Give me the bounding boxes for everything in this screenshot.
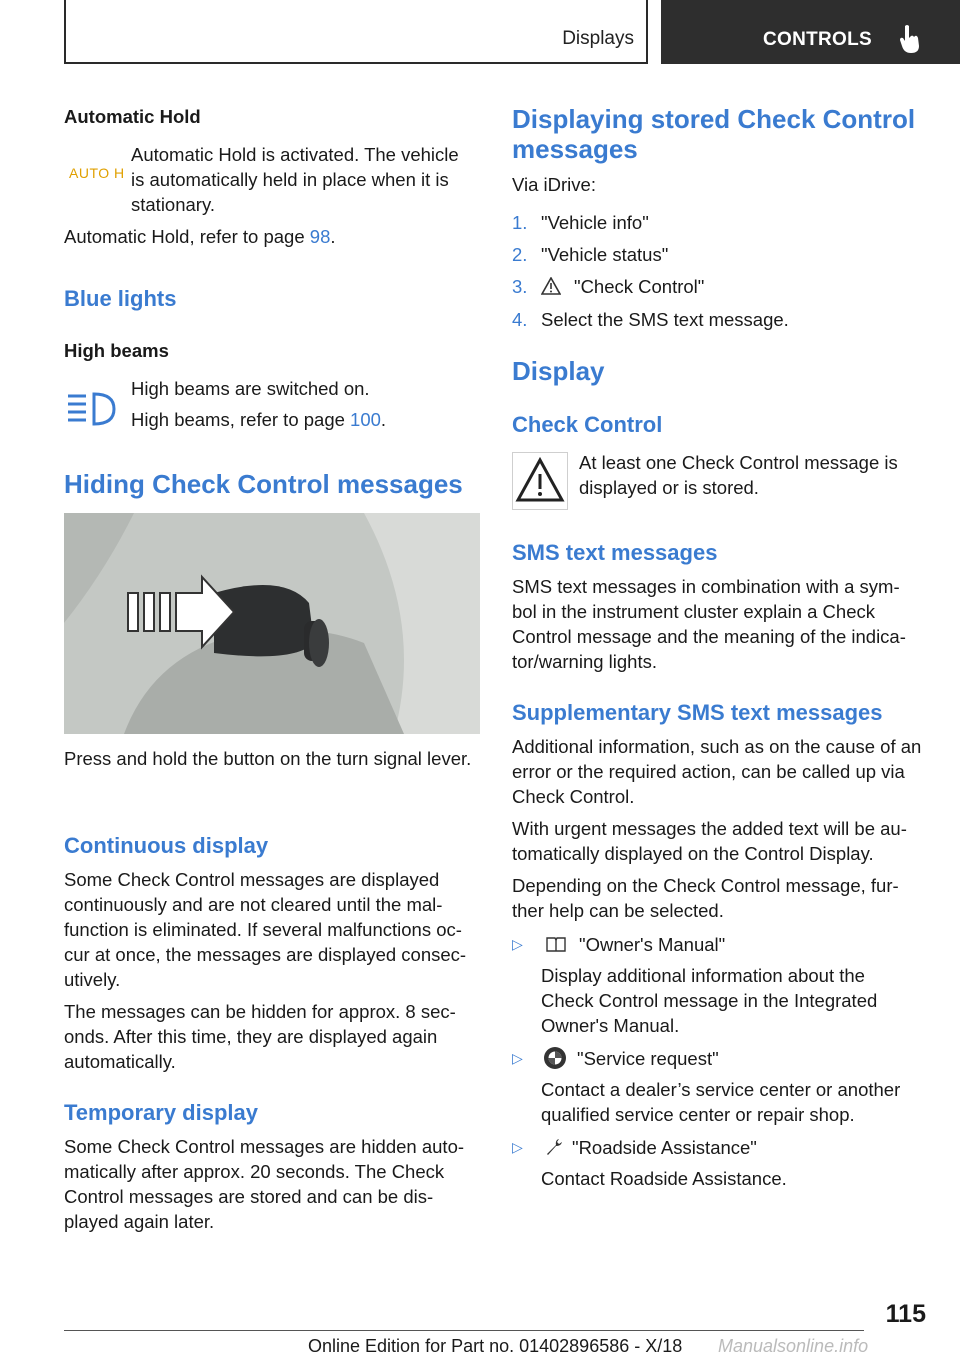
- continuous-display-heading: Continuous display: [64, 833, 269, 858]
- high-beams-page-link[interactable]: 100: [350, 409, 381, 430]
- auto-hold-reference: Automatic Hold, refer to page 98.: [64, 226, 336, 247]
- page-number: 115: [885, 1300, 926, 1328]
- footer-edition: Online Edition for Part no. 01402896586 - X/18: [308, 1336, 683, 1356]
- high-beam-icon: [66, 390, 118, 430]
- supplementary-p1: Additional information, such as on the cause of an error or the required action, can be called up via Check Control.: [512, 736, 922, 807]
- header-section-title: Displays: [562, 28, 634, 49]
- footer-divider: [64, 1330, 864, 1331]
- bullet-marker: ▷: [512, 1139, 523, 1155]
- bullet-marker: ▷: [512, 1050, 523, 1066]
- roadside-assistance-label: "Roadside Assistance": [572, 1137, 757, 1158]
- auto-hold-ref-text: Automatic Hold, refer to page: [64, 226, 310, 247]
- step-text: "Vehicle info": [541, 212, 649, 233]
- step-number: 2.: [512, 244, 528, 265]
- blue-lights-heading: Blue lights: [64, 286, 177, 311]
- header-section-box: [64, 0, 648, 64]
- step-text: Select the SMS text message.: [541, 309, 789, 330]
- continuous-display-p1: Some Check Control messages are displayed continuously and are not cleared until the mal-function is eliminated. If several malfunctions oc-cur at once, the messages are displayed consec-utively.: [64, 869, 467, 990]
- step-text: "Vehicle status": [541, 244, 669, 265]
- step-number: 3.: [512, 276, 528, 297]
- high-beams-on-text: High beams are switched on.: [131, 378, 370, 399]
- warning-triangle-icon: [541, 277, 561, 295]
- check-control-warning-icon: [512, 452, 568, 510]
- high-beams-reference: High beams, refer to page 100.: [131, 409, 387, 430]
- lever-illustration: [64, 513, 480, 734]
- idrive-steps-list: [512, 210, 922, 340]
- auto-hold-title: Automatic Hold: [64, 106, 201, 127]
- temporary-display-heading: Temporary display: [64, 1100, 258, 1125]
- owners-manual-label: "Owner's Manual": [579, 934, 726, 955]
- service-request-label: "Service request": [577, 1048, 719, 1069]
- high-beams-title: High beams: [64, 340, 169, 361]
- owners-manual-desc: Display additional information about the Check Control message in the Integrated Owner's Manual.: [541, 965, 878, 1036]
- hiding-messages-heading: Hiding Check Control messages: [64, 469, 463, 499]
- stored-messages-heading: Displaying stored Check Control messages: [512, 104, 916, 164]
- bullet-marker: ▷: [512, 936, 523, 952]
- bmw-logo-icon: [543, 1046, 567, 1070]
- sms-paragraph: SMS text messages in combination with a sym-bol in the instrument cluster explain a Check Control message and the meaning of the indica-tor/warning lights.: [512, 576, 906, 672]
- supplementary-heading: Supplementary SMS text messages: [512, 700, 883, 725]
- roadside-assistance-desc: Contact Roadside Assistance.: [541, 1168, 787, 1189]
- step-text: "Check Control": [574, 276, 705, 297]
- continuous-display-p2: The messages can be hidden for approx. 8 sec-onds. After this time, they are displayed again automatically.: [64, 1001, 456, 1072]
- pointing-hand-icon: [897, 24, 921, 54]
- watermark: Manualsonline.info: [718, 1336, 869, 1356]
- supplementary-p2: With urgent messages the added text will be au-tomatically displayed on the Control Display.: [512, 818, 907, 864]
- supplementary-p3: Depending on the Check Control message, fur-ther help can be selected.: [512, 875, 899, 921]
- turn-signal-lever-photo: [64, 513, 480, 734]
- check-control-heading: Check Control: [512, 412, 663, 437]
- step-number: 4.: [512, 309, 528, 330]
- wrench-icon: [543, 1136, 565, 1158]
- step-number: 1.: [512, 212, 528, 233]
- display-heading: Display: [512, 356, 605, 386]
- service-request-desc: Contact a dealer’s service center or another qualified service center or repair shop.: [541, 1079, 901, 1125]
- check-control-description: At least one Check Control message is displayed or is stored.: [579, 452, 898, 498]
- high-beams-ref-text: High beams, refer to page: [131, 409, 351, 430]
- press-hold-text: Press and hold the button on the turn signal lever.: [64, 748, 472, 769]
- header-chapter-box: [661, 0, 960, 64]
- header-chapter-title: CONTROLS: [763, 29, 873, 50]
- auto-hold-icon: AUTO H: [69, 165, 125, 181]
- temporary-display-p: Some Check Control messages are hidden auto-matically after approx. 20 seconds. The Check Control messages are stored and can be dis-played again later.: [64, 1136, 465, 1232]
- via-idrive-text: Via iDrive:: [512, 174, 596, 195]
- auto-hold-description: Automatic Hold is activated. The vehicle is automatically held in place when it is stationary.: [131, 144, 459, 215]
- book-icon: [545, 935, 567, 953]
- sms-heading: SMS text messages: [512, 540, 718, 565]
- auto-hold-page-link[interactable]: 98: [309, 226, 331, 247]
